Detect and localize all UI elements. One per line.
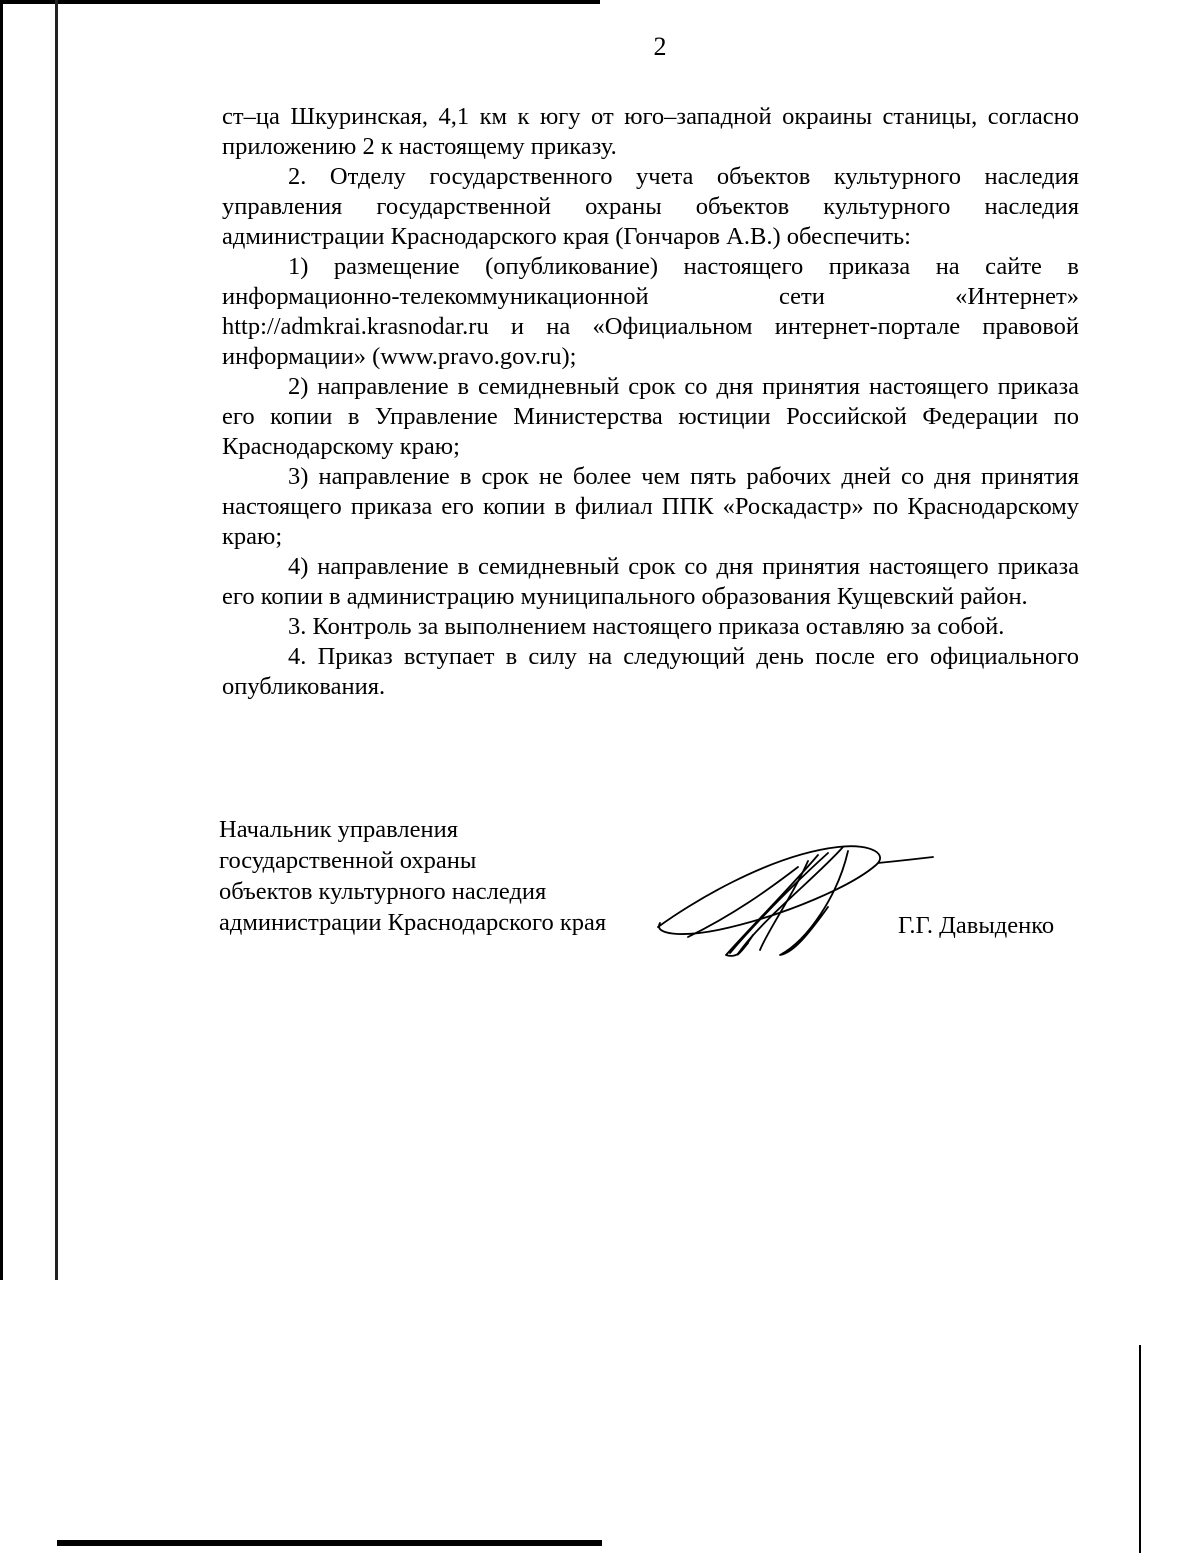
document-body [222, 102, 1079, 702]
page-number: 2 [653, 32, 667, 61]
paragraph-item-3: 3. Контроль за выполнением настоящего приказа оставляю за собой. [288, 613, 1005, 640]
signatory-title [219, 814, 606, 938]
paragraph-subitem-1: 1) размещение (опубликование) настоящего приказа на сайте в информационно-телекоммуникационной сети «Интернет» http://admkrai.krasnodar.ru и на «Официальном интернет-портале правовой информации» (www.pravo.gov.ru); [222, 253, 1079, 370]
scan-edge-left [55, 0, 58, 1280]
paragraph-subitem-3: 3) направление в срок не более чем пять рабочих дней со дня принятия настоящего приказа его копии в филиал ППК «Роскадастр» по Краснодарскому краю; [222, 463, 1079, 550]
signer-name: Г.Г. Давыденко [898, 912, 1055, 939]
scan-edge-bottom [57, 1540, 602, 1546]
paragraph-item-4: 4. Приказ вступает в силу на следующий день после его официального опубликования. [222, 643, 1079, 700]
signatory-title-line: Начальник управления [219, 816, 458, 843]
scan-edge-left-outer [0, 0, 3, 1280]
signatory-title-line: государственной охраны [219, 847, 477, 874]
paragraph-subitem-4: 4) направление в семидневный срок со дня принятия настоящего приказа его копии в администрацию муниципального образования Кущевский район. [222, 553, 1079, 610]
paragraph-subitem-2: 2) направление в семидневный срок со дня принятия настоящего приказа его копии в Управление Министерства юстиции Российской Федерации по Краснодарскому краю; [222, 373, 1079, 460]
paragraph-continuation: ст–ца Шкуринская, 4,1 км к югу от юго–западной окраины станицы, согласно приложению 2 к настоящему приказу. [222, 103, 1079, 160]
scan-edge-right [1139, 1345, 1141, 1553]
signatory-title-line: администрации Краснодарского края [219, 909, 607, 936]
scan-edge-top [0, 0, 600, 4]
signatory-title-line: объектов культурного наследия [219, 878, 547, 905]
paragraph-item-2: 2. Отделу государственного учета объектов культурного наследия управления государственной охраны объектов культурного наследия администрации Краснодарского края (Гончаров А.В.) обеспечить: [222, 163, 1079, 250]
handwritten-signature [648, 835, 938, 970]
